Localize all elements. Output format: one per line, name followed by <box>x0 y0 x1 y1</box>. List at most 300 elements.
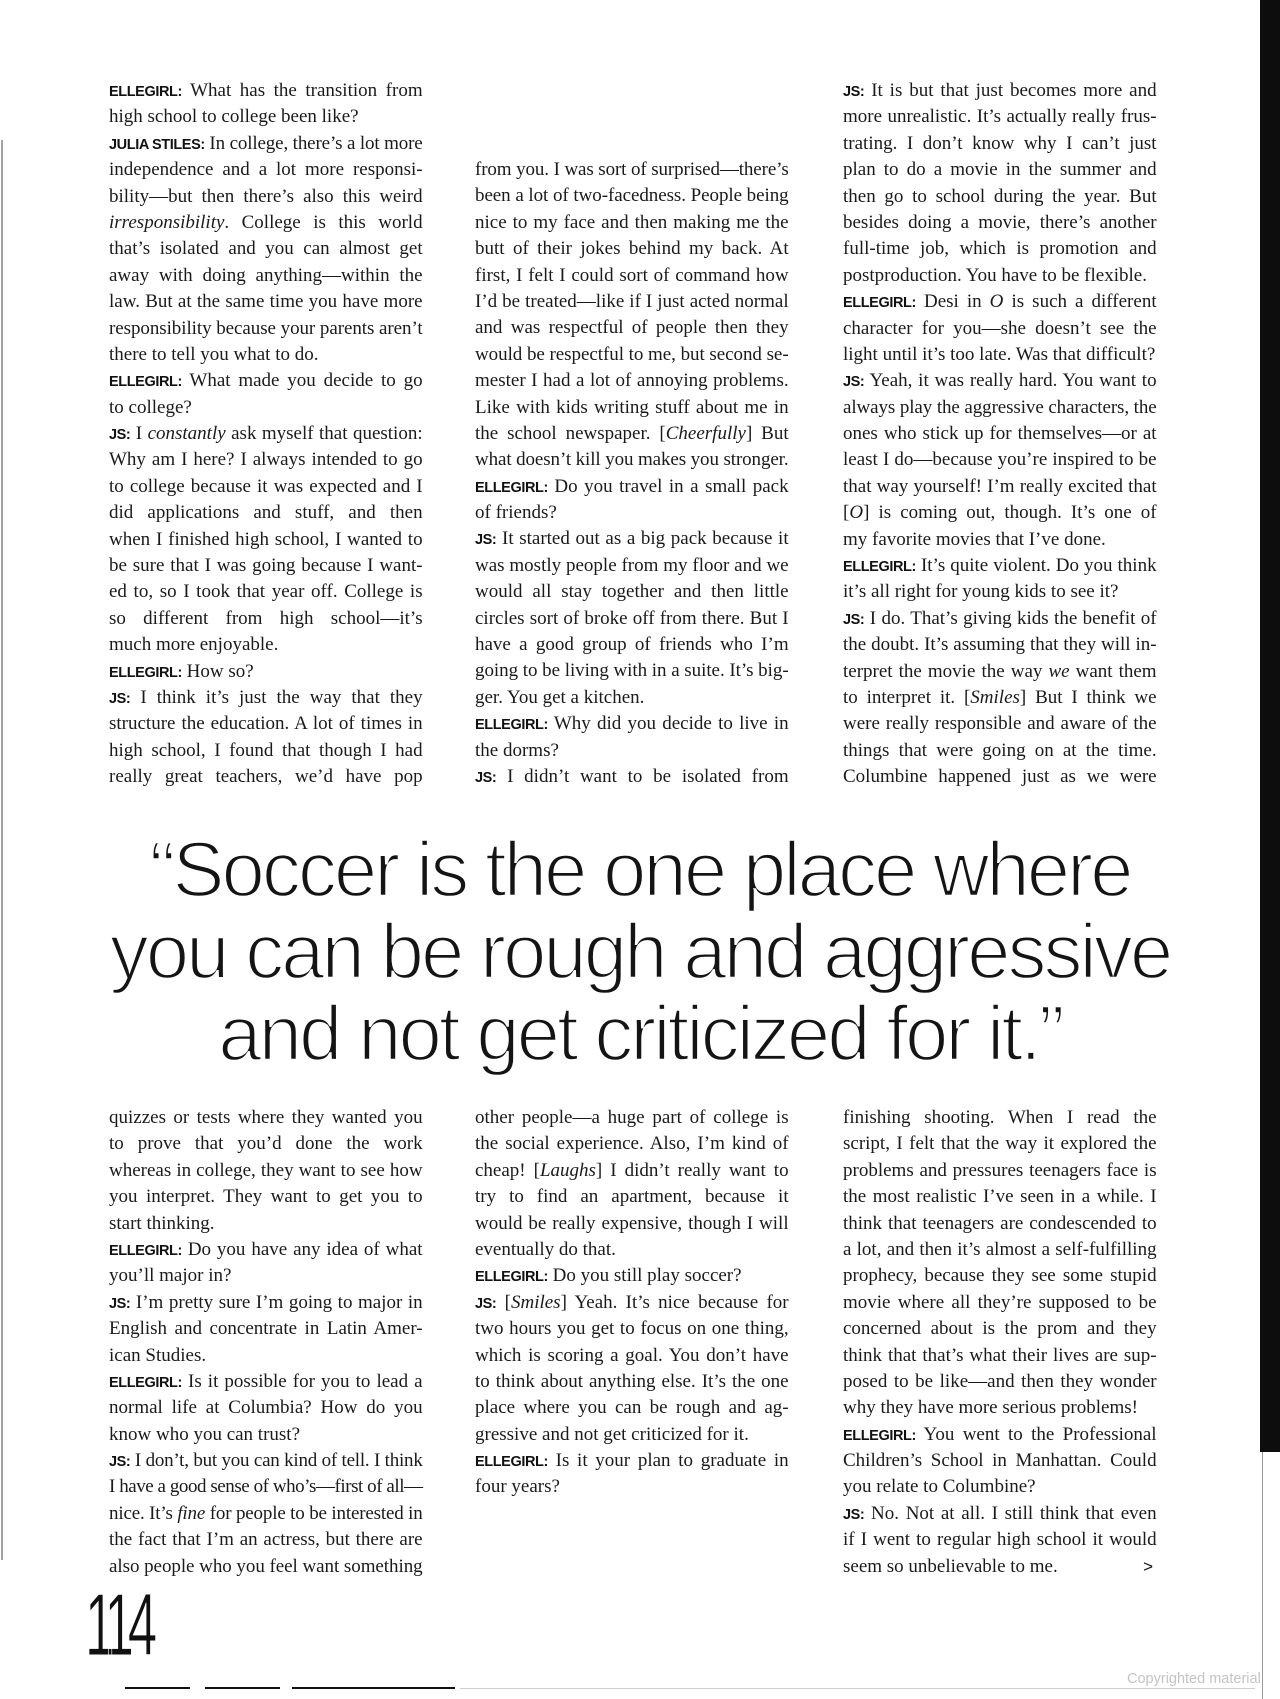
text-run: Like with kids writing stuff about me in <box>475 396 789 418</box>
line-text <box>109 1450 423 1471</box>
text-run: more unrealistic. It’s actually really frus- <box>843 106 1157 128</box>
text-line <box>109 659 423 685</box>
text-run: so different from high school—it’s <box>109 607 423 629</box>
speaker-label: ELLEGIRL: <box>475 479 548 496</box>
speaker-label: ELLEGIRL: <box>109 374 182 391</box>
text-line <box>843 1158 1157 1184</box>
text-run: then go to school during the year. But <box>843 185 1157 207</box>
text-line <box>843 1211 1157 1237</box>
text-run: to interpret it. [ <box>843 686 971 708</box>
text-run: full-time job, which is promotion and <box>843 238 1157 260</box>
line-text <box>843 238 1157 259</box>
line-text <box>843 555 1157 576</box>
line-text <box>109 1556 423 1577</box>
text-line <box>475 421 789 447</box>
line-text <box>109 449 423 470</box>
line-text <box>475 1133 789 1154</box>
text-run: four years? <box>475 1476 560 1498</box>
page-edge-right-line <box>1262 1452 1263 1699</box>
italic-text: irresponsibility <box>109 211 225 233</box>
text-line <box>475 500 789 526</box>
text-line <box>475 1422 789 1448</box>
line-text <box>843 291 1157 312</box>
text-line <box>109 131 423 157</box>
text-run: In college, there’s a lot more <box>204 132 423 154</box>
text-run: you’ll major in? <box>109 1265 232 1287</box>
text-run: [ <box>496 1291 511 1313</box>
line-text <box>109 555 423 576</box>
text-line <box>109 1395 423 1421</box>
text-line <box>843 1184 1157 1210</box>
text-run: structure the education. A lot of times in <box>109 713 423 735</box>
speaker-label: ELLEGIRL: <box>109 1242 182 1259</box>
column-3-top <box>843 78 1157 791</box>
text-line <box>109 632 423 658</box>
speaker-label: ELLEGIRL: <box>475 1454 548 1471</box>
text-line <box>843 316 1157 342</box>
text-run: whereas in college, they want to see how <box>109 1159 423 1181</box>
line-text <box>475 1239 616 1260</box>
speaker-label: JS: <box>109 690 131 707</box>
text-run: You went to the Professional <box>915 1423 1157 1445</box>
text-run: ask myself that question: <box>225 423 423 445</box>
text-line <box>109 1422 423 1448</box>
text-run: when I finished high school, I wanted to <box>109 528 423 550</box>
text-run: the school newspaper. [ <box>475 422 666 444</box>
bottom-rule <box>205 1687 280 1689</box>
pull-quote-line: you can be rough and aggressive <box>109 907 1171 995</box>
text-run: I’m pretty sure I’m going to major in <box>130 1291 423 1313</box>
line-text <box>843 265 1147 286</box>
text-run: is such a different <box>1003 291 1157 313</box>
text-line <box>475 1211 789 1237</box>
text-run: Do you still play soccer? <box>547 1265 742 1287</box>
line-text <box>475 1213 789 1234</box>
text-line <box>843 395 1157 421</box>
speaker-label: JS: <box>843 1506 865 1523</box>
text-run: least I do—because you’re inspired to be <box>843 449 1157 471</box>
text-line <box>475 553 789 579</box>
text-run: from you. I was sort of surprised—there’s <box>475 159 789 180</box>
line-text <box>843 1503 1157 1524</box>
text-line <box>109 1474 423 1500</box>
line-text <box>475 713 789 734</box>
speaker-label: JS: <box>109 1295 131 1312</box>
text-line <box>475 474 789 500</box>
text-run: be sure that I was going because I want- <box>109 555 423 577</box>
text-line <box>843 606 1157 632</box>
text-line <box>109 606 423 632</box>
text-line <box>475 1131 789 1157</box>
text-line <box>475 315 789 341</box>
text-run: think that teenagers are condescended to <box>843 1212 1157 1234</box>
text-line <box>843 1527 1157 1553</box>
speaker-label: JS: <box>843 374 865 391</box>
text-run: mester I had a lot of annoying problems. <box>475 370 789 392</box>
line-text <box>475 1186 789 1207</box>
line-text <box>109 80 423 101</box>
speaker-label: ELLEGIRL: <box>109 1374 182 1391</box>
speaker-label: JS: <box>843 84 865 100</box>
text-run: trating. I don’t know why I can’t just <box>843 132 1157 154</box>
line-text <box>475 634 789 655</box>
text-run: I think it’s just the way that they <box>130 686 423 708</box>
line-text <box>109 344 318 365</box>
text-run: there to tell you what to do. <box>109 343 319 365</box>
text-line <box>109 1290 423 1316</box>
page-number: 114 <box>85 1575 152 1674</box>
text-run: of friends? <box>475 502 557 524</box>
line-text <box>475 397 789 418</box>
line-text <box>109 1476 423 1497</box>
text-line <box>843 1554 1157 1580</box>
text-line <box>475 1343 789 1369</box>
text-line <box>843 1105 1157 1131</box>
line-text <box>109 370 423 391</box>
line-text <box>843 423 1157 444</box>
copyright-watermark: Copyrighted material <box>1127 1671 1261 1687</box>
text-run: a lot, and then it’s almost a self-fulfilling <box>843 1238 1157 1260</box>
text-line <box>475 183 789 209</box>
text-run: Do you travel in a small pack <box>547 475 789 497</box>
column-3-bottom <box>843 1105 1157 1580</box>
text-line <box>843 342 1157 368</box>
text-run: place where you can be rough and ag- <box>475 1397 789 1419</box>
text-run: ed to, so I took that year off. College is <box>109 581 423 603</box>
italic-text: constantly <box>147 423 226 445</box>
text-run: How so? <box>181 660 254 682</box>
text-line <box>475 1105 789 1131</box>
text-line <box>843 210 1157 236</box>
line-text <box>843 1476 1036 1497</box>
text-run: to think about anything else. It’s the one <box>475 1370 789 1392</box>
page-edge-right <box>1260 0 1280 1452</box>
text-run: butt of their jokes behind my back. At <box>475 238 789 260</box>
line-text <box>109 238 423 259</box>
text-line <box>109 579 423 605</box>
line-text <box>475 528 789 549</box>
speaker-label: JULIA STILES: <box>109 136 205 153</box>
text-run: away with doing anything—within the <box>109 264 423 286</box>
line-text <box>475 238 789 259</box>
text-run: were really responsible and aware of the <box>843 713 1157 735</box>
text-run: nice to my face and then making me the <box>475 211 789 233</box>
text-line <box>109 236 423 262</box>
line-text <box>109 1239 423 1260</box>
line-text <box>109 1345 206 1366</box>
line-text <box>475 185 789 206</box>
line-text <box>109 1213 215 1234</box>
line-text <box>475 581 789 602</box>
speaker-label: ELLEGIRL: <box>843 1427 916 1444</box>
text-run: nice. It’s <box>109 1502 178 1524</box>
text-run: it’s all right for young kids to see it? <box>843 581 1119 603</box>
text-run: ] I didn’t really want to <box>595 1159 789 1181</box>
text-run: did applications and stuff, and then <box>109 502 423 524</box>
line-text <box>843 1529 1157 1550</box>
line-text <box>475 265 789 286</box>
text-line <box>843 474 1157 500</box>
text-line <box>475 658 789 684</box>
text-run: movie where all they’re supposed to be <box>843 1291 1157 1313</box>
text-line <box>843 289 1157 315</box>
line-text <box>843 1424 1157 1445</box>
pull-quote-line: and not get criticized for it.” <box>218 989 1062 1077</box>
text-run: It started out as a big pack because it <box>496 528 789 550</box>
line-text <box>109 106 359 127</box>
line-text <box>843 476 1157 497</box>
text-line <box>109 1158 423 1184</box>
text-line <box>475 1237 789 1263</box>
text-line <box>109 289 423 315</box>
text-run: Is it your plan to graduate in <box>547 1450 789 1472</box>
text-run: gressive and not get criticized for it. <box>475 1423 749 1445</box>
text-line <box>843 1501 1157 1527</box>
text-run: the doubt. It’s assuming that they will in- <box>843 634 1157 656</box>
line-text <box>109 581 423 602</box>
text-run: high school to college been like? <box>109 106 359 128</box>
line-text <box>109 1160 423 1181</box>
text-line <box>475 289 789 315</box>
text-line <box>843 685 1157 711</box>
text-run: to college because it was expected and I <box>109 475 423 497</box>
text-run: two hours you get to focus on one thing, <box>475 1318 789 1340</box>
line-text <box>109 502 423 523</box>
text-line <box>109 1131 423 1157</box>
text-run: ] But I think we <box>1019 686 1157 708</box>
text-line <box>109 78 423 104</box>
text-run: circles sort of broke off from there. But I <box>475 607 789 629</box>
text-run: which is scoring a goal. You don’t have <box>475 1344 789 1366</box>
line-text <box>475 1318 789 1339</box>
text-run: to college? <box>109 396 192 418</box>
line-text <box>475 502 557 523</box>
text-line <box>475 526 789 552</box>
line-text <box>109 1424 300 1445</box>
text-run: Do you have any idea of what <box>181 1238 423 1260</box>
text-run: [ <box>843 502 850 524</box>
text-line <box>843 1343 1157 1369</box>
text-line <box>109 104 423 130</box>
text-line <box>475 579 789 605</box>
text-run: light until it’s too late. Was that difficult? <box>843 343 1156 365</box>
text-run: problems and pressures teenagers face is <box>843 1159 1157 1181</box>
line-text <box>843 634 1157 655</box>
line-text <box>843 740 1157 761</box>
line-text <box>475 344 789 365</box>
text-run: quizzes or tests where they wanted you <box>109 1107 423 1128</box>
text-line <box>109 447 423 473</box>
text-line <box>109 1184 423 1210</box>
speaker-label: ELLEGIRL: <box>843 559 916 576</box>
text-run: What has the transition from <box>181 80 423 101</box>
line-text <box>109 318 423 339</box>
text-run: independence and a lot more responsi- <box>109 159 423 181</box>
text-run: been a lot of two-facedness. People being <box>475 185 789 207</box>
line-text <box>109 1292 423 1313</box>
text-run: what doesn’t kill you makes you stronger. <box>475 449 789 471</box>
text-line <box>843 500 1157 526</box>
text-run: much more enjoyable. <box>109 634 279 656</box>
line-text <box>109 687 423 708</box>
speaker-label: JS: <box>475 1295 497 1312</box>
text-line <box>109 1554 423 1580</box>
text-run: . College is this world <box>224 211 423 233</box>
bottom-rule <box>292 1687 455 1689</box>
line-text <box>109 1503 423 1524</box>
text-line <box>475 1448 789 1474</box>
column-2-bottom <box>475 1105 789 1501</box>
line-text <box>475 1345 789 1366</box>
line-text <box>843 502 1157 523</box>
text-line <box>475 157 789 183</box>
speaker-label: JS: <box>475 532 497 549</box>
line-text <box>475 1476 560 1497</box>
text-line <box>109 500 423 526</box>
text-run: to prove that you’d done the work <box>109 1133 423 1155</box>
text-line <box>843 368 1157 394</box>
text-line <box>475 395 789 421</box>
text-line <box>475 711 789 737</box>
text-run: cheap! [ <box>475 1159 540 1181</box>
text-line <box>109 184 423 210</box>
column-1-bottom <box>109 1105 423 1580</box>
text-run: my favorite movies that I’ve done. <box>843 528 1106 550</box>
line-text <box>109 1265 231 1286</box>
italic-text: we <box>1048 660 1070 682</box>
text-run: script, I felt that the way it explored the <box>843 1133 1157 1155</box>
line-text <box>843 186 1157 207</box>
line-text <box>843 318 1157 339</box>
text-line <box>109 316 423 342</box>
text-line <box>109 263 423 289</box>
text-line <box>843 104 1157 130</box>
text-line <box>475 1158 789 1184</box>
line-text <box>843 1371 1157 1392</box>
line-text <box>843 1213 1157 1234</box>
text-line <box>843 236 1157 262</box>
text-run: I have a good sense of who’s—first of all— <box>109 1476 423 1498</box>
text-line <box>109 1237 423 1263</box>
line-text <box>475 1107 789 1128</box>
line-text <box>843 344 1155 365</box>
text-line <box>109 368 423 394</box>
text-line <box>109 553 423 579</box>
text-run: law. But at the same time you have more <box>109 291 423 313</box>
text-line <box>109 1316 423 1342</box>
text-line <box>475 685 789 711</box>
text-run: I <box>130 423 148 445</box>
line-text <box>843 212 1157 233</box>
line-text <box>475 291 789 312</box>
text-line <box>843 421 1157 447</box>
line-text <box>475 1424 749 1445</box>
line-text <box>109 212 423 233</box>
text-run: ] But <box>745 422 789 444</box>
line-text <box>109 529 423 550</box>
text-line <box>843 659 1157 685</box>
text-run: besides doing a movie, there’s another <box>843 211 1157 233</box>
line-text <box>475 1450 789 1471</box>
text-line <box>843 553 1157 579</box>
text-run: always play the aggressive characters, the <box>843 396 1157 418</box>
line-text <box>109 634 278 655</box>
text-run: ger. You get a kitchen. <box>475 686 645 708</box>
text-line <box>109 210 423 236</box>
line-text <box>843 687 1157 708</box>
line-text <box>109 1397 423 1418</box>
text-line <box>843 1395 1157 1421</box>
line-text <box>109 1318 423 1339</box>
text-line <box>109 1211 423 1237</box>
text-run: plan to do a movie in the summer and <box>843 159 1157 181</box>
line-text <box>843 1186 1157 1207</box>
text-line <box>109 711 423 737</box>
speaker-label: ELLEGIRL: <box>475 1269 548 1286</box>
line-text <box>475 317 789 338</box>
text-line <box>843 263 1157 289</box>
text-line <box>843 1237 1157 1263</box>
text-run: the most realistic I’ve seen in a while. I <box>843 1186 1157 1208</box>
line-text <box>109 661 254 682</box>
text-line <box>109 1343 423 1369</box>
speaker-label: JS: <box>109 1454 131 1471</box>
line-text <box>475 212 789 233</box>
line-text <box>843 1397 1138 1418</box>
line-text <box>843 713 1157 734</box>
text-line <box>843 527 1157 553</box>
text-line <box>843 764 1157 790</box>
speaker-label: ELLEGIRL: <box>109 664 182 681</box>
text-run: and was respectful of people then they <box>475 317 789 339</box>
text-run: would be respectful to me, but second se- <box>475 343 789 365</box>
text-line <box>109 342 423 368</box>
continued-arrow: > <box>1143 1556 1153 1576</box>
text-run: ] is coming out, though. It’s one of <box>863 502 1157 524</box>
line-text <box>475 766 789 787</box>
line-text <box>475 608 789 629</box>
text-run: if I went to regular high school it would <box>843 1529 1157 1551</box>
text-line <box>109 1448 423 1474</box>
text-run: really great teachers, we’d have pop <box>109 766 423 788</box>
text-run: why they have more serious problems! <box>843 1397 1138 1419</box>
line-text <box>843 1345 1157 1366</box>
italic-text: O <box>849 502 864 524</box>
text-line <box>109 738 423 764</box>
text-line <box>475 236 789 262</box>
line-text <box>843 581 1118 602</box>
text-line <box>475 447 789 473</box>
text-line <box>843 1131 1157 1157</box>
text-line <box>475 1474 789 1500</box>
text-run: the fact that I’m an actress, but there are <box>109 1529 423 1551</box>
line-text <box>109 740 423 761</box>
text-run: posed to be like—and then they wonder <box>843 1370 1157 1392</box>
text-line <box>109 527 423 553</box>
text-line <box>109 1501 423 1527</box>
text-run: seem so unbelievable to me. <box>843 1555 1058 1577</box>
text-run: No. Not at all. I still think that even <box>864 1502 1157 1524</box>
text-run: I do. That’s giving kids the benefit of <box>864 607 1157 629</box>
text-run: try to find an apartment, because it <box>475 1186 789 1208</box>
italic-text: Laughs <box>539 1159 596 1181</box>
text-run: I didn’t want to be isolated from <box>496 765 789 787</box>
text-line <box>475 764 789 790</box>
text-line <box>475 738 789 764</box>
text-run: responsibility because your parents aren’t <box>109 317 423 339</box>
line-text <box>843 1292 1157 1313</box>
text-line <box>843 1369 1157 1395</box>
